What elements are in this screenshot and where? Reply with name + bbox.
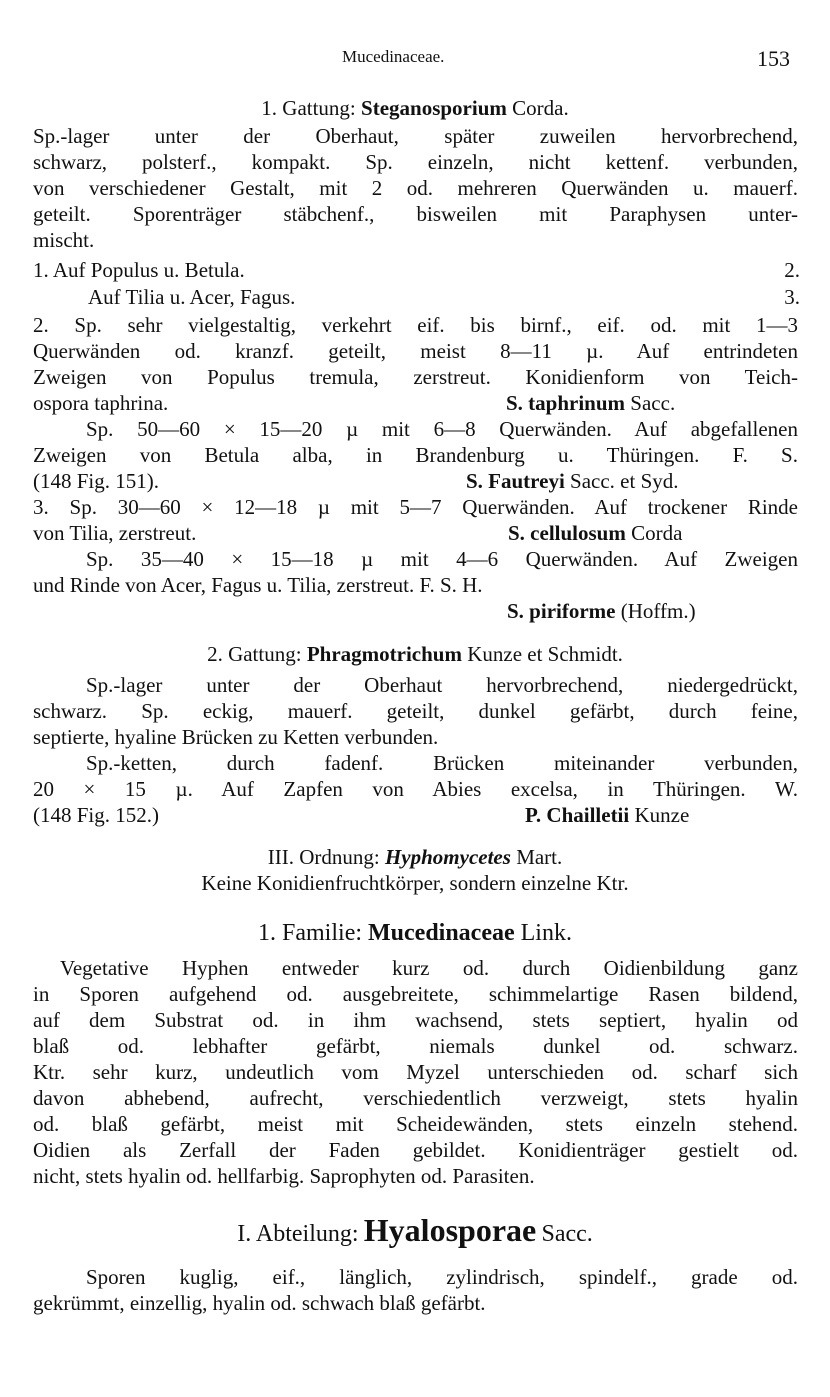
figure-reference: (148 Fig. 151). <box>33 469 159 493</box>
species-author: Sacc. et Syd. <box>570 469 679 493</box>
key-reference: 2. <box>784 258 800 282</box>
genus-heading-prefix: 1. Gattung: <box>261 96 356 120</box>
genus-heading-phragmotrichum <box>0 641 830 667</box>
order-description: Keine Konidienfruchtkörper, sondern einzelne Ktr. <box>201 871 629 895</box>
species-name <box>506 390 675 416</box>
text-line: geteilt. Sporenträger stäbchenf., bisweilen mit Paraphysen unter- <box>33 202 798 226</box>
text-line: Sp. 50—60 × 15—20 µ mit 6—8 Querwänden. Auf abgefallenen <box>86 417 798 441</box>
text-line: Zweigen von Populus tremula, zerstreut. Konidienform von Teich- <box>33 365 798 389</box>
figure-reference: (148 Fig. 152.) <box>33 803 159 827</box>
text-line: von verschiedener Gestalt, mit 2 od. mehreren Querwänden u. mauerf. <box>33 176 798 200</box>
text-line: schwarz. Sp. eckig, mauerf. geteilt, dunkel gefärbt, durch feine, <box>33 699 798 723</box>
text-line: in Sporen aufgehend od. ausgebreitete, schimmelartige Rasen bildend, <box>33 982 798 1006</box>
order-heading <box>0 844 830 870</box>
family-prefix: 1. Familie: <box>258 920 363 946</box>
text-line: Sp. 35—40 × 15—18 µ mit 4—6 Querwänden. Auf Zweigen <box>86 547 798 571</box>
family-heading <box>0 918 830 948</box>
text-line: schwarz, polsterf., kompakt. Sp. einzeln, nicht kettenf. verbunden, <box>33 150 798 174</box>
species-author: (Hoffm.) <box>620 599 696 623</box>
key-entry: Auf Tilia u. Acer, Fagus. <box>88 285 296 309</box>
species-name-label: S. cellulosum <box>508 521 626 545</box>
running-title: Mucedinaceae. <box>342 47 445 66</box>
text-line: davon abhebend, aufrecht, verschiedentlich verzweigt, stets hyalin <box>33 1086 798 1110</box>
text-line: 3. Sp. 30—60 × 12—18 µ mit 5—7 Querwänden. Auf trockener Rinde <box>33 495 798 519</box>
text-line: 20 × 15 µ. Auf Zapfen von Abies excelsa, in Thüringen. W. <box>33 777 798 801</box>
genus-heading-steganosporium <box>0 95 830 121</box>
family-name: Mucedinaceae <box>368 920 515 946</box>
species-name <box>525 802 689 828</box>
species-author: Corda <box>631 521 683 545</box>
text-line: von Tilia, zerstreut. <box>33 521 197 545</box>
species-author: Kunze <box>634 803 690 827</box>
text-line: Sp.-ketten, durch fadenf. Brücken miteinander verbunden, <box>86 751 798 775</box>
division-name: Hyalosporae <box>363 1212 537 1248</box>
text-line: Oidien als Zerfall der Faden gebildet. Konidienträger gestielt od. <box>33 1138 798 1162</box>
text-line: mischt. <box>33 228 95 252</box>
text-line: Zweigen von Betula alba, in Brandenburg u. Thüringen. F. S. <box>33 443 798 467</box>
species-name-label: S. Fautreyi <box>466 469 565 493</box>
species-name-label: S. taphrinum <box>506 391 626 415</box>
text-line: 2. Sp. sehr vielgestaltig, verkehrt eif. bis birnf., eif. od. mit 1—3 <box>33 313 798 337</box>
page-number: 153 <box>757 46 790 71</box>
species-name <box>466 468 679 494</box>
text-line: Vegetative Hyphen entweder kurz od. durch Oidienbildung ganz <box>60 956 798 980</box>
division-prefix: I. Abteilung: <box>237 1221 359 1247</box>
order-name: Hyphomycetes <box>384 845 511 869</box>
text-line: Querwänden od. kranzf. geteilt, meist 8—11 µ. Auf entrindeten <box>33 339 798 363</box>
text-line: gekrümmt, einzellig, hyalin od. schwach blaß gefärbt. <box>33 1291 486 1315</box>
division-author: Sacc. <box>541 1221 593 1247</box>
text-line: od. blaß gefärbt, meist mit Scheidewänden, stets einzeln stehend. <box>33 1112 798 1136</box>
division-heading <box>0 1210 830 1254</box>
text-line: Sp.-lager unter der Oberhaut hervorbrechend, niedergedrückt, <box>86 673 798 697</box>
text-line: septierte, hyaline Brücken zu Ketten verbunden. <box>33 725 439 749</box>
genus-name: Phragmotrichum <box>306 642 462 666</box>
species-name <box>507 598 696 624</box>
text-line: ospora taphrina. <box>33 391 169 415</box>
text-line: blaß od. lebhafter gefärbt, niemals dunkel od. schwarz. <box>33 1034 798 1058</box>
key-reference: 3. <box>784 285 800 309</box>
genus-author: Corda. <box>512 96 569 120</box>
species-name-label: P. Chailletii <box>525 803 630 827</box>
species-name-label: S. piriforme <box>507 599 616 623</box>
text-line: Ktr. sehr kurz, undeutlich vom Myzel unterschieden od. scharf sich <box>33 1060 798 1084</box>
species-name <box>508 520 682 546</box>
key-entry: 1. Auf Populus u. Betula. <box>33 258 245 282</box>
text-line: nicht, stets hyalin od. hellfarbig. Saprophyten od. Parasiten. <box>33 1164 535 1188</box>
text-line: Sporen kuglig, eif., länglich, zylindrisch, spindelf., grade od. <box>86 1265 798 1289</box>
order-prefix: III. Ordnung: <box>267 845 380 869</box>
genus-author: Kunze et Schmidt. <box>467 642 623 666</box>
species-author: Sacc. <box>630 391 676 415</box>
order-author: Mart. <box>516 845 563 869</box>
genus-name: Steganosporium <box>361 96 507 120</box>
text-line: Sp.-lager unter der Oberhaut, später zuweilen hervorbrechend, <box>33 124 798 148</box>
text-line: und Rinde von Acer, Fagus u. Tilia, zerstreut. F. S. H. <box>33 573 483 597</box>
text-line: auf dem Substrat od. in ihm wachsend, stets septiert, hyalin od <box>33 1008 798 1032</box>
genus-heading-prefix: 2. Gattung: <box>207 642 302 666</box>
family-author: Link. <box>520 920 572 946</box>
